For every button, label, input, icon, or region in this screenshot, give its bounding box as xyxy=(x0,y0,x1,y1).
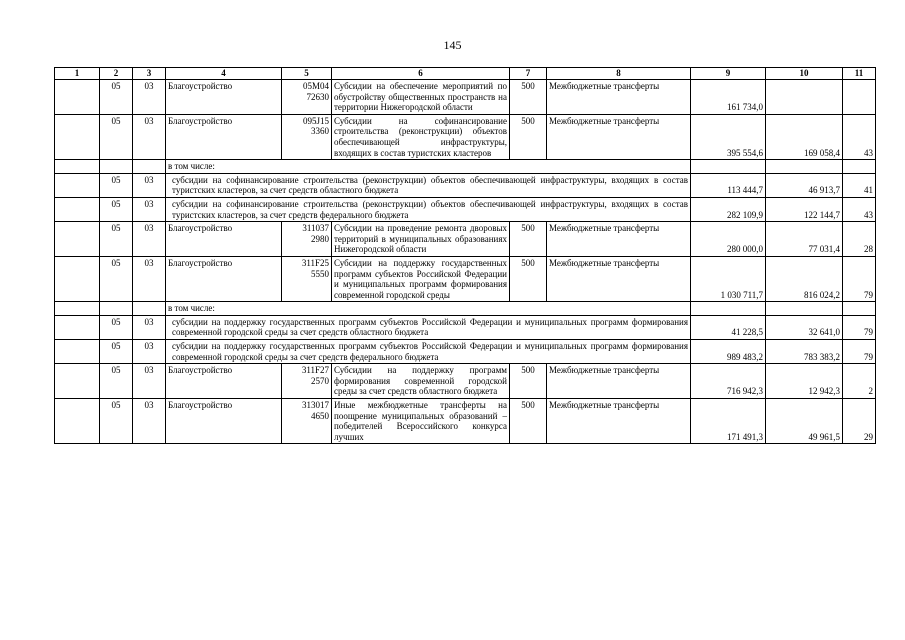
expense-description: Субсидии на проведение ремонта дворовых территорий в муниципальных образованиях Нижегородской области xyxy=(332,222,510,257)
amount-col9: 280 000,0 xyxy=(691,222,766,257)
expense-type-name: Межбюджетные трансферты xyxy=(547,222,691,257)
target-article-code: 05М04 72630 xyxy=(282,80,332,115)
table-row xyxy=(55,364,876,399)
section-name: Благоустройство xyxy=(166,114,282,159)
section-code: 05 xyxy=(100,197,133,221)
header-row xyxy=(55,68,876,80)
cell-col1 xyxy=(55,399,100,444)
cell-col11 xyxy=(843,160,876,174)
expense-type-code: 500 xyxy=(510,114,547,159)
note-row xyxy=(55,302,876,316)
cell-col9 xyxy=(691,160,766,174)
expense-type-code: 500 xyxy=(510,256,547,301)
section-name: Благоустройство xyxy=(166,222,282,257)
subsection-code: 03 xyxy=(133,364,166,399)
amount-col11: 43 xyxy=(843,197,876,221)
amount-col9: 989 483,2 xyxy=(691,340,766,364)
column-header-7: 7 xyxy=(510,68,547,80)
amount-col10: 169 058,4 xyxy=(766,114,843,159)
column-header-4: 4 xyxy=(166,68,282,80)
subsection-code: 03 xyxy=(133,399,166,444)
cell-col10 xyxy=(766,302,843,316)
expense-description: Иные межбюджетные трансферты на поощрение муниципальных образований – победителей Всероссийского конкурса лучших xyxy=(332,399,510,444)
including-label: в том числе: xyxy=(166,302,691,316)
section-name: Благоустройство xyxy=(166,256,282,301)
amount-col11: 79 xyxy=(843,315,876,339)
expense-type-name: Межбюджетные трансферты xyxy=(547,80,691,115)
amount-col11: 43 xyxy=(843,114,876,159)
amount-col10: 12 942,3 xyxy=(766,364,843,399)
subsection-code: 03 xyxy=(133,256,166,301)
section-code: 05 xyxy=(100,364,133,399)
section-name: Благоустройство xyxy=(166,80,282,115)
target-article-code: 313017 4650 xyxy=(282,399,332,444)
section-code: 05 xyxy=(100,256,133,301)
note-row xyxy=(55,160,876,174)
sub-description: субсидии на софинансирование строительства (реконструкции) объектов обеспечивающей инфраструктуры, входящих в состав туристских кластеров, за счет средств федерального бюджета xyxy=(166,197,691,221)
column-header-6: 6 xyxy=(332,68,510,80)
amount-col10: 816 024,2 xyxy=(766,256,843,301)
cell-col11 xyxy=(843,302,876,316)
subsection-code: 03 xyxy=(133,197,166,221)
expense-type-code: 500 xyxy=(510,80,547,115)
section-code: 05 xyxy=(100,80,133,115)
amount-col9: 113 444,7 xyxy=(691,173,766,197)
expense-type-code: 500 xyxy=(510,222,547,257)
cell-col1 xyxy=(55,197,100,221)
expense-type-name: Межбюджетные трансферты xyxy=(547,399,691,444)
table-body xyxy=(55,80,876,444)
amount-col10: 49 961,5 xyxy=(766,399,843,444)
cell-col1 xyxy=(55,256,100,301)
sub-row xyxy=(55,315,876,339)
amount-col9: 716 942,3 xyxy=(691,364,766,399)
including-label: в том числе: xyxy=(166,160,691,174)
target-article-code: 311037 2980 xyxy=(282,222,332,257)
sub-row xyxy=(55,197,876,221)
section-name: Благоустройство xyxy=(166,364,282,399)
amount-col11: 29 xyxy=(843,399,876,444)
column-header-11: 11 xyxy=(843,68,876,80)
section-code: 05 xyxy=(100,173,133,197)
column-header-9: 9 xyxy=(691,68,766,80)
subsection-code: 03 xyxy=(133,340,166,364)
amount-col10: 46 913,7 xyxy=(766,173,843,197)
table-row xyxy=(55,399,876,444)
amount-col9: 171 491,3 xyxy=(691,399,766,444)
cell-col1 xyxy=(55,364,100,399)
cell-col1 xyxy=(55,222,100,257)
table-row xyxy=(55,222,876,257)
expense-description: Субсидии на поддержку программ формирования современной городской среды за счет средств областного бюджета xyxy=(332,364,510,399)
cell-col1 xyxy=(55,315,100,339)
table-row xyxy=(55,80,876,115)
cell-col3 xyxy=(133,160,166,174)
expense-type-name: Межбюджетные трансферты xyxy=(547,256,691,301)
section-name: Благоустройство xyxy=(166,399,282,444)
cell-col2 xyxy=(100,160,133,174)
cell-col1 xyxy=(55,114,100,159)
amount-col11: 41 xyxy=(843,173,876,197)
amount-col10: 32 641,0 xyxy=(766,315,843,339)
cell-col1 xyxy=(55,160,100,174)
page-number: 145 xyxy=(443,38,462,52)
section-code: 05 xyxy=(100,222,133,257)
target-article-code: 311F25 5550 xyxy=(282,256,332,301)
table-row xyxy=(55,256,876,301)
amount-col10: 77 031,4 xyxy=(766,222,843,257)
amount-col9: 1 030 711,7 xyxy=(691,256,766,301)
column-header-1: 1 xyxy=(55,68,100,80)
column-header-5: 5 xyxy=(282,68,332,80)
sub-description: субсидии на поддержку государственных программ субъектов Российской Федерации и муниципальных программ формирования современной городской среды за счет средств областного бюджета xyxy=(166,315,691,339)
amount-col9: 282 109,9 xyxy=(691,197,766,221)
amount-col11: 79 xyxy=(843,256,876,301)
column-header-3: 3 xyxy=(133,68,166,80)
amount-col10: 122 144,7 xyxy=(766,197,843,221)
column-header-8: 8 xyxy=(547,68,691,80)
table-row xyxy=(55,114,876,159)
expense-type-code: 500 xyxy=(510,364,547,399)
amount-col9: 395 554,6 xyxy=(691,114,766,159)
amount-col11: 79 xyxy=(843,340,876,364)
section-code: 05 xyxy=(100,340,133,364)
section-code: 05 xyxy=(100,399,133,444)
subsection-code: 03 xyxy=(133,222,166,257)
target-article-code: 311F27 2570 xyxy=(282,364,332,399)
subsection-code: 03 xyxy=(133,315,166,339)
section-code: 05 xyxy=(100,114,133,159)
expense-type-name: Межбюджетные трансферты xyxy=(547,114,691,159)
section-code: 05 xyxy=(100,315,133,339)
sub-row xyxy=(55,340,876,364)
sub-row xyxy=(55,173,876,197)
amount-col11 xyxy=(843,80,876,115)
subsection-code: 03 xyxy=(133,114,166,159)
sub-description: субсидии на софинансирование строительства (реконструкции) объектов обеспечивающей инфраструктуры, входящих в состав туристских кластеров, за счет средств областного бюджета xyxy=(166,173,691,197)
subsection-code: 03 xyxy=(133,173,166,197)
cell-col2 xyxy=(100,302,133,316)
amount-col9: 41 228,5 xyxy=(691,315,766,339)
cell-col3 xyxy=(133,302,166,316)
expense-description: Субсидии на обеспечение мероприятий по обустройству общественных пространств на территории Нижегородской области xyxy=(332,80,510,115)
cell-col9 xyxy=(691,302,766,316)
amount-col11: 2 xyxy=(843,364,876,399)
subsection-code: 03 xyxy=(133,80,166,115)
expense-type-name: Межбюджетные трансферты xyxy=(547,364,691,399)
expense-type-code: 500 xyxy=(510,399,547,444)
cell-col1 xyxy=(55,340,100,364)
expense-description: Субсидии на софинансирование строительства (реконструкции) объектов обеспечивающей инфраструктуры, входящих в состав туристских кластеров xyxy=(332,114,510,159)
column-header-2: 2 xyxy=(100,68,133,80)
column-header-10: 10 xyxy=(766,68,843,80)
amount-col11: 28 xyxy=(843,222,876,257)
target-article-code: 095J15 3360 xyxy=(282,114,332,159)
cell-col10 xyxy=(766,160,843,174)
budget-table xyxy=(54,67,876,444)
sub-description: субсидии на поддержку государственных программ субъектов Российской Федерации и муниципальных программ формирования современной городской среды за счет средств федерального бюджета xyxy=(166,340,691,364)
amount-col10 xyxy=(766,80,843,115)
cell-col1 xyxy=(55,173,100,197)
amount-col9: 161 734,0 xyxy=(691,80,766,115)
expense-description: Субсидии на поддержку государственных программ субъектов Российской Федерации и муниципальных программ формирования современной городской среды xyxy=(332,256,510,301)
cell-col1 xyxy=(55,302,100,316)
cell-col1 xyxy=(55,80,100,115)
amount-col10: 783 383,2 xyxy=(766,340,843,364)
